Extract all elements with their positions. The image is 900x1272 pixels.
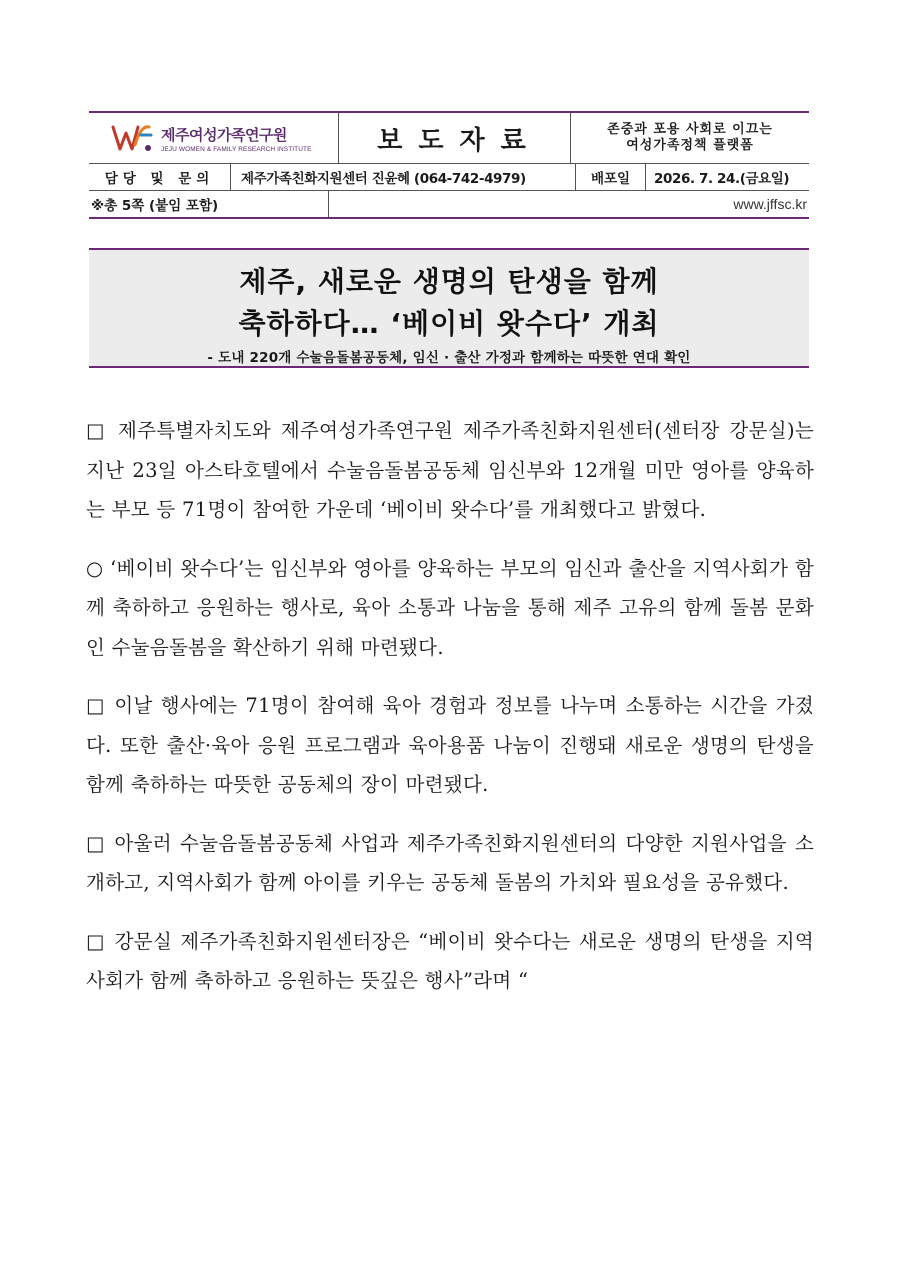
release-date-value: 2026. 7. 24.(금요일) [654,171,790,187]
paragraph-4: □ 아울러 수눌음돌봄공동체 사업과 제주가족친화지원센터의 다양한 지원사업을 소개하고, 지역사회가 함께 아이를 키우는 공동체 돌봄의 가치와 필요성을 공유했다. [86,831,814,894]
document-title-cell [339,113,571,163]
contact-value: 제주가족친화지원센터 진윤혜 (064-742-4979) [231,164,576,190]
slogan [571,113,809,163]
contact-label: 담당 및 문의 [89,164,231,190]
slogan-line-2: 여성가족정책 플랫폼 [626,138,754,153]
paragraph-5: □ 강문실 제주가족친화지원센터장은 “베이비 왓수다는 새로운 생명의 탄생을 지역사회가 함께 축하하고 응원하는 뜻깊은 행사”라며 “ [86,929,814,992]
release-date-label: 배포일 [576,164,646,190]
paragraph-2: ○ ‘베이비 왓수다’는 임신부와 영아를 양육하는 부모의 임신과 출산을 지역사회가 함께 축하하고 응원하는 행사로, 육아 소통과 나눔을 통해 제주 고유의 함께 돌봄 문화인 수눌음돌봄을 확산하기 위해 마련됐다. [86,556,814,659]
logo-text [161,124,312,153]
website-link[interactable]: www.jffsc.kr [733,196,807,212]
institute-logo [89,113,339,163]
header-top-row [89,113,809,164]
headline-subtitle: - 도내 220개 수눌음돌봄공동체, 임신 · 출산 가정과 함께하는 따뜻한 연대 확인 [207,350,691,366]
headline-box [89,248,809,368]
slogan-line-1: 존중과 포용 사회로 이끄는 [607,122,773,137]
document-title: 보도자료 [377,125,542,156]
paragraph-1: □ 제주특별자치도와 제주여성가족연구원 제주가족친화지원센터(센터장 강문실)는 지난 23일 아스타호텔에서 수눌음돌봄공동체 임신부와 12개월 미만 영아를 양육하는 부모 등 71명이 참여한 가운데 ‘베이비 왓수다’를 개최했다고 밝혔다. [86,419,814,521]
headline-line-1: 제주, 새로운 생명의 탄생을 함께 [239,265,659,298]
press-release-header [89,111,809,219]
header-contact-row [89,164,809,191]
headline-line-2: 축하하다… ‘베이비 왓수다’ 개최 [238,307,660,340]
institute-logo-icon [111,121,153,155]
page-count: ※총 5쪽 (붙임 포함) [89,191,329,217]
logo-sub: JEJU WOMEN & FAMILY RESEARCH INSTITUTE [161,145,312,153]
paragraph-3: □ 이날 행사에는 71명이 참여해 육아 경험과 정보를 나누며 소통하는 시간을 가졌다. 또한 출산·육아 응원 프로그램과 육아용품 나눔이 진행돼 새로운 생명의 탄생을 함께 축하하는 따뜻한 공동체의 장이 마련됐다. [86,694,814,796]
logo-name: 제주여성가족연구원 [161,125,287,144]
article-body [86,411,814,1020]
header-info-row [89,191,809,217]
